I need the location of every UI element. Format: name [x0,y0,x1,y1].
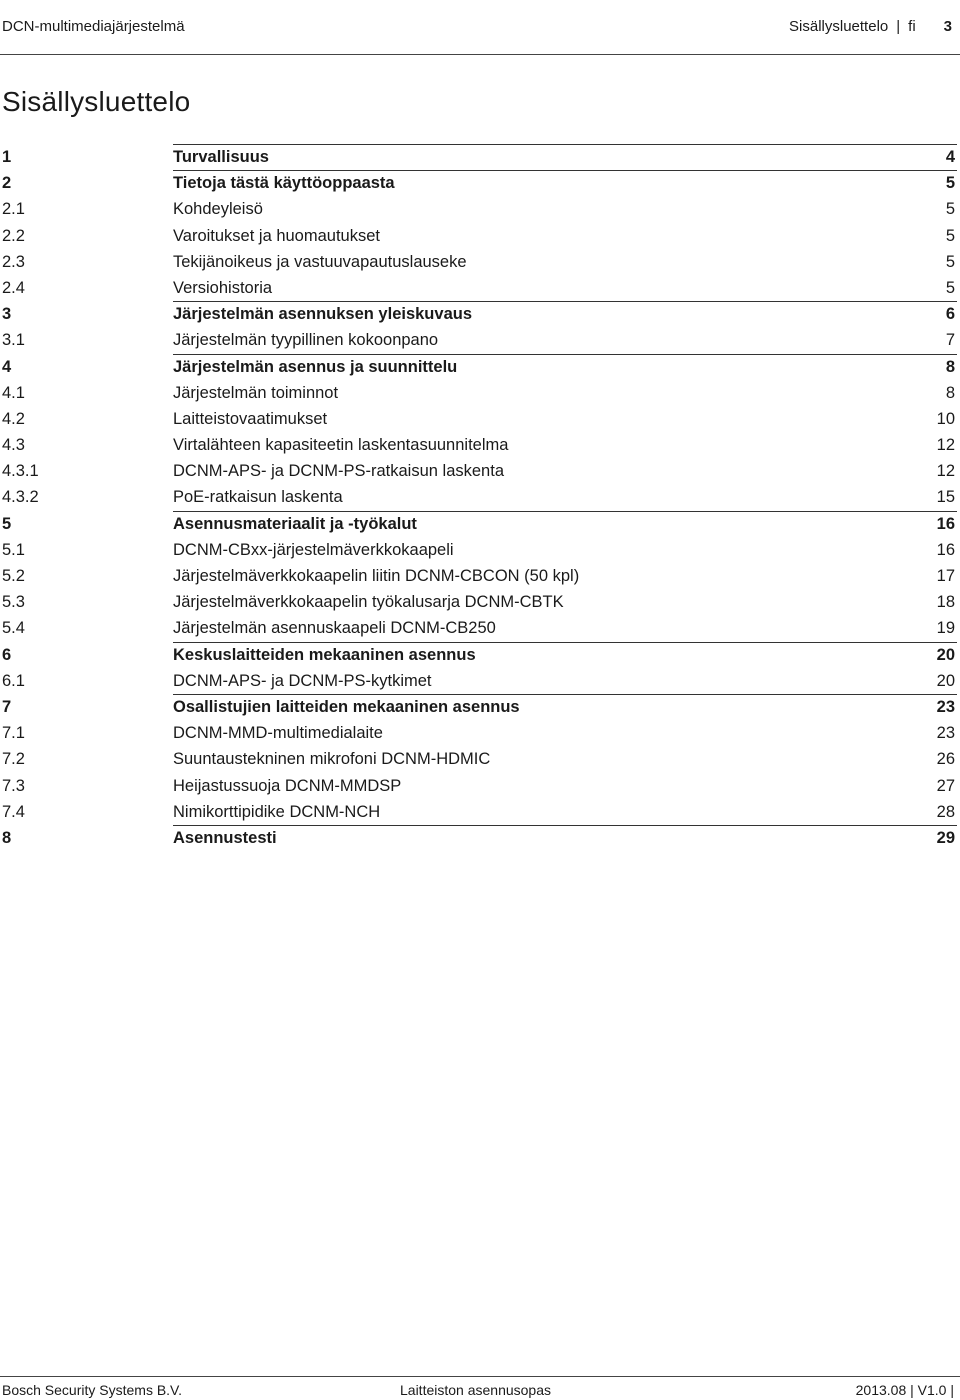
toc-section-row[interactable] [0,720,960,746]
toc-page-number: 10 [936,409,955,428]
toc-entry-title[interactable]: Versiohistoria [173,278,273,297]
toc-page-number: 5 [945,174,955,193]
toc-number: 8 [2,828,12,847]
toc-number: 7 [2,697,12,716]
toc-entry-title[interactable]: Suuntaustekninen mikrofoni DCNM-HDMIC [173,750,491,769]
toc-entry-title[interactable]: Turvallisuus [173,148,269,166]
header-right [789,18,952,35]
toc-section-row[interactable] [0,746,960,772]
toc-section-row[interactable] [0,406,960,432]
toc-entry-title[interactable]: Järjestelmäverkkokaapelin työkalusarja DCNM-CBTK [173,593,564,612]
toc-section-row[interactable] [0,380,960,406]
toc-chapter-row[interactable] [0,301,960,327]
toc-page-number: 8 [945,357,955,376]
toc-chapter-row[interactable] [0,170,960,196]
footer-rule [0,1376,960,1377]
toc-page-number: 12 [936,436,955,455]
toc-number: 7.4 [2,802,25,821]
toc-chapter-row[interactable] [0,511,960,537]
toc-entry-title[interactable]: Kohdeyleisö [173,200,263,219]
toc-number: 2 [2,174,12,193]
toc-entry-title[interactable]: Järjestelmäverkkokaapelin liitin DCNM-CBCON (50 kpl) [173,567,580,585]
toc-section-row[interactable] [0,432,960,458]
toc-number: 7.3 [2,776,25,795]
toc-section-row[interactable] [0,196,960,222]
toc-page-number: 7 [945,331,955,350]
page-number: 3 [943,18,952,35]
toc-entry-title[interactable]: Järjestelmän asennuskaapeli DCNM-CB250 [173,619,496,638]
toc-entry-title[interactable]: Keskuslaitteiden mekaaninen asennus [173,645,476,664]
toc-chapter-row[interactable] [0,144,960,170]
toc-number: 5.2 [2,567,25,585]
toc-entry-title[interactable]: Asennusmateriaalit ja -työkalut [173,514,417,533]
toc-page-number: 16 [936,514,955,533]
toc-section-row[interactable] [0,484,960,510]
document-title: DCN-multimediajärjestelmä [2,18,185,35]
toc-number: 4.3.1 [2,462,39,481]
section-name: Sisällysluettelo [789,18,889,35]
toc-chapter-row[interactable] [0,642,960,668]
toc-page-number: 8 [945,383,955,402]
toc-number: 4.3.2 [2,488,39,507]
chapter-rule [173,301,957,302]
toc-page-number: 19 [936,619,955,638]
toc-page-number: 20 [936,645,955,664]
toc-number: 2.4 [2,278,25,297]
toc-page-number: 5 [945,226,955,245]
toc-page-number: 28 [936,802,955,821]
toc-page-number: 5 [945,200,955,219]
toc-chapter-row[interactable] [0,825,960,851]
footer-company: Bosch Security Systems B.V. [2,1382,182,1398]
toc-number: 5.1 [2,540,25,559]
toc-number: 5.4 [2,619,25,638]
toc-entry-title[interactable]: Heijastussuoja DCNM-MMDSP [173,776,402,795]
toc-page-number: 23 [936,724,955,743]
toc-page-number: 5 [945,278,955,297]
toc-section-row[interactable] [0,223,960,249]
toc-number: 1 [2,148,12,166]
toc-entry-title[interactable]: Varoitukset ja huomautukset [173,226,380,245]
footer-date-version: 2013.08 | V1.0 | [855,1382,954,1398]
toc-number: 5.3 [2,593,25,612]
chapter-rule [173,694,957,695]
toc-page-number: 18 [936,593,955,612]
toc-section-row[interactable] [0,773,960,799]
toc-number: 6 [2,645,12,664]
toc-page-number: 26 [936,750,955,769]
chapter-rule [173,511,957,512]
toc-entry-title[interactable]: Järjestelmän asennus ja suunnittelu [173,357,458,376]
toc-section-row[interactable] [0,249,960,275]
toc-section-row[interactable] [0,327,960,353]
toc-number: 2.3 [2,252,25,271]
toc-entry-title[interactable]: DCNM-APS- ja DCNM-PS-kytkimet [173,671,432,690]
toc-number: 4.3 [2,436,25,455]
toc-number: 2.2 [2,226,25,245]
header-separator: | [896,18,901,35]
toc-number: 7.2 [2,750,25,769]
toc-page-number: 23 [936,697,955,716]
toc-entry-title[interactable]: DCNM-CBxx-järjestelmäverkkokaapeli [173,540,454,559]
table-of-contents [0,144,960,851]
chapter-rule [173,642,957,643]
toc-page-number: 12 [936,462,955,481]
toc-chapter-row[interactable] [0,354,960,380]
toc-number: 2.1 [2,200,25,219]
toc-page-number: 15 [936,488,955,507]
toc-number: 4.1 [2,383,25,402]
toc-section-row[interactable] [0,799,960,825]
toc-number: 3 [2,305,12,324]
toc-entry-title[interactable]: Laitteistovaatimukset [173,409,328,428]
toc-number: 6.1 [2,671,25,690]
toc-page-number: 6 [945,305,955,324]
toc-number: 5 [2,514,12,533]
toc-section-row[interactable] [0,615,960,641]
toc-number: 7.1 [2,724,25,743]
toc-page-number: 29 [936,828,955,847]
toc-entry-title[interactable]: Nimikorttipidike DCNM-NCH [173,802,381,821]
language-code: fi [908,18,916,35]
toc-entry-title[interactable]: Järjestelmän toiminnot [173,383,339,402]
toc-entry-title[interactable]: DCNM-APS- ja DCNM-PS-ratkaisun laskenta [173,462,504,481]
toc-page-number: 16 [936,540,955,559]
header-rule [0,54,960,55]
toc-entry-title[interactable]: Järjestelmän tyypillinen kokoonpano [173,331,439,350]
toc-page-number: 17 [936,567,955,585]
toc-section-row[interactable] [0,275,960,301]
toc-number: 4.2 [2,409,25,428]
toc-number: 3.1 [2,331,25,350]
toc-section-row[interactable] [0,589,960,615]
toc-chapter-row[interactable] [0,694,960,720]
footer-doc-type: Laitteiston asennusopas [400,1382,551,1398]
toc-section-row[interactable] [0,563,960,589]
chapter-rule [173,354,957,355]
toc-section-row[interactable] [0,458,960,484]
page-header [0,14,960,42]
toc-entry-title[interactable]: Järjestelmän asennuksen yleiskuvaus [173,305,472,324]
toc-entry-title[interactable]: Tietoja tästä käyttöoppaasta [173,174,395,193]
toc-entry-title[interactable]: PoE-ratkaisun laskenta [173,488,343,507]
toc-page-number: 4 [945,148,955,166]
chapter-rule [173,170,957,171]
toc-page-number: 27 [936,776,955,795]
toc-number: 4 [2,357,12,376]
chapter-rule [173,825,957,826]
toc-entry-title[interactable]: DCNM-MMD-multimedialaite [173,724,383,743]
toc-entry-title[interactable]: Asennustesti [173,828,277,847]
toc-page-number: 5 [945,252,955,271]
toc-entry-title[interactable]: Osallistujien laitteiden mekaaninen asennus [173,697,520,716]
toc-page-number: 20 [936,671,955,690]
toc-section-row[interactable] [0,537,960,563]
page-title: Sisällysluettelo [2,86,191,117]
chapter-rule [173,144,957,145]
toc-entry-title[interactable]: Tekijänoikeus ja vastuuvapautuslauseke [173,252,467,271]
toc-entry-title[interactable]: Virtalähteen kapasiteetin laskentasuunnitelma [173,436,509,455]
toc-section-row[interactable] [0,668,960,694]
